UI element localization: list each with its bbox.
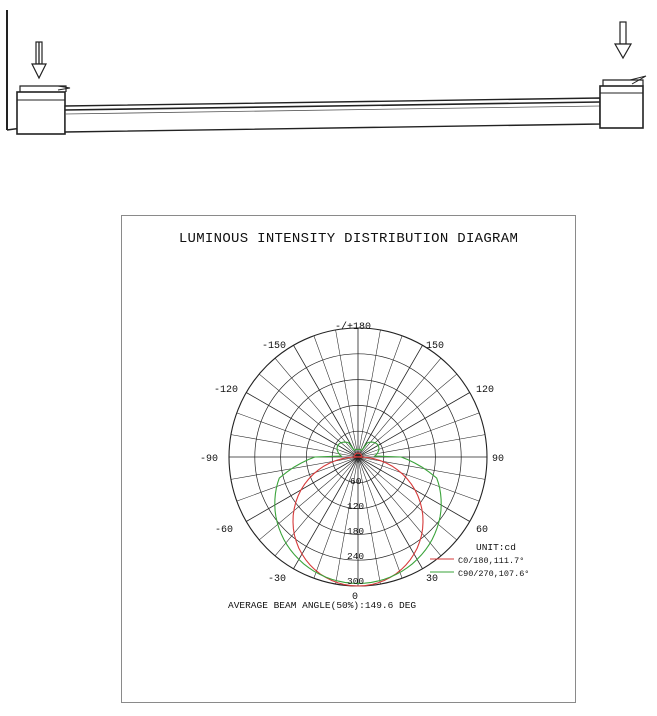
polar-diagram xyxy=(122,216,577,704)
angle-label-p60: 60 xyxy=(476,525,489,536)
luminous-intensity-panel xyxy=(121,215,576,703)
end-cap-right xyxy=(600,76,646,128)
angle-label-p90: 90 xyxy=(492,454,505,465)
legend-c0-label: C0/180,111.7° xyxy=(458,556,525,566)
angle-label-n30: -30 xyxy=(268,574,287,585)
diagram-title: LUMINOUS INTENSITY DISTRIBUTION DIAGRAM xyxy=(178,231,519,247)
radial-label-240: 240 xyxy=(347,551,365,562)
radial-label-60: 60 xyxy=(350,476,362,487)
angle-label-top: -/+180 xyxy=(335,322,372,333)
mount-arrow-left-icon xyxy=(32,42,46,78)
tube-body xyxy=(65,98,600,132)
angle-label-n150: -150 xyxy=(262,341,287,352)
end-cap-left xyxy=(17,86,70,134)
angle-label-n90: -90 xyxy=(200,454,219,465)
angle-label-p30: 30 xyxy=(426,574,439,585)
angle-label-p120: 120 xyxy=(476,385,495,396)
average-beam-angle: AVERAGE BEAM ANGLE(50%):149.6 DEG xyxy=(228,600,417,611)
angle-label-bottom: 0 xyxy=(352,592,359,603)
radial-label-300: 300 xyxy=(347,576,365,587)
angle-label-n120: -120 xyxy=(214,385,239,396)
radial-label-180: 180 xyxy=(347,526,365,537)
angle-label-n60: -60 xyxy=(215,525,234,536)
radial-label-120: 120 xyxy=(347,501,365,512)
legend-c90-label: C90/270,107.6° xyxy=(458,569,530,579)
angle-label-p150: 150 xyxy=(426,341,445,352)
mount-arrow-right-icon xyxy=(615,22,631,58)
led-tube-fixture-drawing xyxy=(0,0,657,160)
unit-label: UNIT:cd xyxy=(476,542,516,553)
